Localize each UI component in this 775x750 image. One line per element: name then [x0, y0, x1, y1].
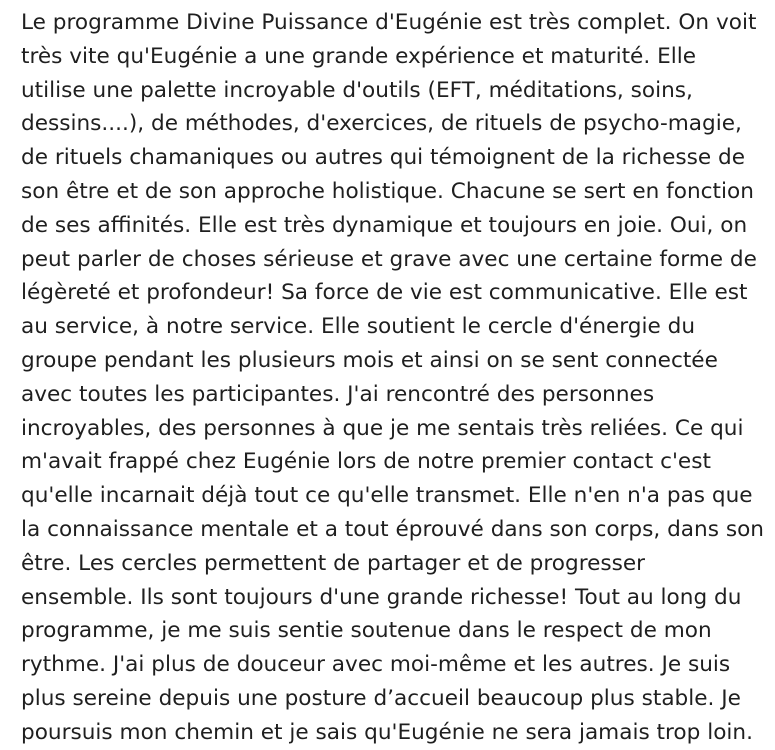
- testimonial-line: très vite qu'Eugénie a une grande expérience et maturité. Elle: [21, 43, 696, 69]
- testimonial-line: légèreté et profondeur! Sa force de vie est communicative. Elle est: [21, 280, 748, 306]
- testimonial-line: groupe pendant les plusieurs mois et ainsi on se sent connectée: [21, 347, 718, 373]
- testimonial-line: incroyables, des personnes à que je me sentais très reliées. Ce qui: [21, 415, 744, 441]
- testimonial-line: être. Les cercles permettent de partager et de progresser: [21, 550, 646, 576]
- testimonial-line: son être et de son approche holistique. Chacune se sert en fonction: [21, 178, 754, 204]
- testimonial-paragraph: [21, 6, 764, 750]
- testimonial-line: programme, je me suis sentie soutenue dans le respect de mon: [21, 618, 712, 644]
- testimonial-line: ensemble. Ils sont toujours d'une grande richesse! Tout au long du: [21, 584, 742, 610]
- testimonial-line: de ses affinités. Elle est très dynamique et toujours en joie. Oui, on: [21, 212, 748, 238]
- testimonial-line: poursuis mon chemin et je sais qu'Eugénie ne sera jamais trop loin.: [21, 719, 753, 745]
- testimonial-line: peut parler de choses sérieuse et grave avec une certaine forme de: [21, 246, 757, 272]
- testimonial-line: la connaissance mentale et a tout éprouvé dans son corps, dans son: [21, 516, 764, 542]
- testimonial-line: m'avait frappé chez Eugénie lors de notre premier contact c'est: [21, 449, 711, 475]
- testimonial-line: de rituels chamaniques ou autres qui témoignent de la richesse de: [21, 145, 746, 171]
- testimonial-line: plus sereine depuis une posture d’accueil beaucoup plus stable. Je: [21, 685, 741, 711]
- testimonial-line: qu'elle incarnait déjà tout ce qu'elle transmet. Elle n'en n'a pas que: [21, 483, 753, 509]
- testimonial-line: utilise une palette incroyable d'outils (EFT, méditations, soins,: [21, 77, 693, 103]
- testimonial-line: au service, à notre service. Elle soutient le cercle d'énergie du: [21, 314, 696, 340]
- testimonial-line: avec toutes les participantes. J'ai rencontré des personnes: [21, 381, 655, 407]
- testimonial-line: dessins....), de méthodes, d'exercices, de rituels de psycho-magie,: [21, 111, 742, 137]
- testimonial-line: Le programme Divine Puissance d'Eugénie est très complet. On voit: [21, 10, 757, 35]
- testimonial-line: rythme. J'ai plus de douceur avec moi-même et les autres. Je suis: [21, 652, 731, 678]
